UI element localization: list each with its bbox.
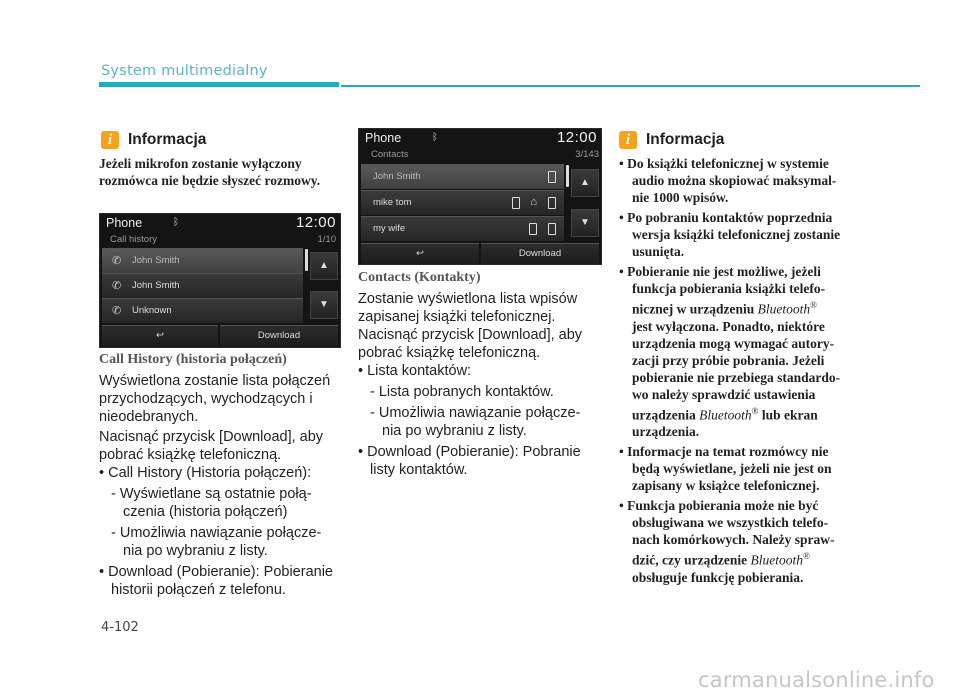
text-line: pobrać książkę telefoniczną.: [358, 345, 541, 361]
info-heading-right: [619, 131, 724, 149]
text-line: Nacisnąć przycisk [Download], aby: [358, 327, 583, 343]
screen-count: 3/143: [575, 149, 599, 160]
list-item-label: mike tom: [373, 197, 412, 208]
list-item-label: John Smith: [373, 171, 421, 182]
list-item[interactable]: [102, 298, 303, 323]
registered-mark: ®: [810, 300, 817, 310]
text-line: pobrać książkę telefoniczną.: [99, 447, 282, 463]
bullet-item: [619, 263, 862, 440]
text-line: - Umożliwia nawiązanie połącze-: [111, 525, 322, 541]
contacts-bullets: [358, 362, 600, 479]
back-icon: ↩: [416, 248, 424, 259]
bullet-item: [99, 563, 339, 599]
list-item-label: John Smith: [132, 280, 180, 291]
info-text-right: [619, 155, 862, 586]
info-icon: i: [619, 131, 637, 149]
text-fragment: dzić, czy urządzenie: [632, 552, 748, 568]
text-line: nie 1000 wpisów.: [632, 190, 729, 205]
text-line: wo należy sprawdzić ustawienia: [632, 386, 816, 402]
bullet-item: • Call History (Historia połączeń):: [99, 465, 312, 481]
text-line: - Wyświetlane są ostatnie połą-: [111, 486, 312, 502]
screen-clock: 12:00: [295, 214, 336, 231]
list-item[interactable]: [102, 273, 303, 298]
list-item[interactable]: [102, 248, 303, 273]
info-text-left: [99, 155, 339, 189]
bluetooth-icon: ᛒ: [173, 217, 179, 228]
text-line: urządzenia mogą wymagać autory-: [632, 335, 835, 351]
back-icon: ↩: [156, 330, 164, 341]
contacts-screen: [358, 128, 602, 265]
text-line: wersja książki telefonicznej zostanie: [632, 227, 841, 242]
info-title: Informacja: [646, 131, 725, 148]
sub-item: [99, 524, 339, 560]
text-line: czenia (historia połączeń): [123, 504, 288, 520]
scrollbar[interactable]: [566, 165, 569, 187]
text-line: zacji przy próbie pobrania. Jeżeli: [632, 352, 825, 368]
arrow-down-icon: ▼: [319, 299, 329, 310]
text-fragment: urządzenia: [632, 407, 696, 422]
text-line: zapisany w książce telefonicznej.: [632, 478, 820, 493]
text-line: Zostanie wyświetlona lista wpisów: [358, 291, 578, 307]
arrow-up-icon: ▲: [580, 177, 590, 188]
text-line: • Do książki telefonicznej w systemie: [619, 156, 829, 171]
header-bar-thick: [99, 82, 339, 87]
section-title: System multimedialny: [101, 63, 268, 79]
text-line: • Download (Pobieranie): Pobranie: [358, 444, 581, 460]
screen-subtitle: Contacts: [371, 149, 409, 160]
scroll-up-button[interactable]: [310, 252, 338, 280]
contacts-para1: [358, 290, 600, 362]
registered-mark: ®: [802, 551, 810, 561]
watermark: carmanualsonline.info: [698, 668, 935, 692]
text-line: rozmówca nie będzie słyszeć rozmowy.: [99, 173, 321, 188]
call-history-heading: Call History (historia połączeń): [99, 352, 287, 367]
scroll-down-button[interactable]: [310, 291, 338, 319]
call-history-para2: [99, 428, 339, 464]
text-line: nia po wybraniu z listy.: [123, 543, 268, 559]
list-item-label: my wife: [373, 223, 406, 234]
sub-item: [99, 485, 339, 521]
text-line: • Po pobraniu kontaktów poprzednia: [619, 210, 833, 225]
screen-top-bar: [100, 214, 340, 233]
bluetooth-icon: ᛒ: [432, 132, 438, 143]
text-line: nieodebranych.: [99, 409, 199, 425]
screen-subtitle: Call history: [110, 234, 157, 245]
home-icon: ⌂: [530, 196, 537, 208]
text-line: funkcja pobierania książki telefo-: [632, 281, 826, 296]
outgoing-call-icon: ✆: [112, 255, 122, 267]
missed-call-icon: ✆: [112, 305, 122, 317]
text-line: urządzenia.: [632, 424, 700, 439]
header-bar-thin: [341, 85, 920, 87]
bluetooth-term: Bluetooth: [699, 407, 752, 422]
text-fragment: lub ekran: [761, 407, 818, 422]
back-button[interactable]: [102, 325, 218, 346]
text-line: przychodzących, wychodzących i: [99, 391, 313, 407]
scrollbar[interactable]: [305, 249, 308, 271]
text-line: audio można skopiować maksymal-: [632, 173, 837, 188]
back-button[interactable]: [361, 243, 479, 264]
screen-top-bar: [359, 129, 601, 148]
list-item-label: John Smith: [132, 255, 180, 266]
info-title: Informacja: [128, 131, 207, 148]
list-item[interactable]: [361, 190, 564, 215]
call-history-para1: [99, 372, 339, 426]
text-line: [619, 548, 862, 569]
text-line: Nacisnąć przycisk [Download], aby: [99, 429, 324, 445]
download-button[interactable]: [481, 243, 599, 264]
bullet-item: [619, 155, 862, 206]
mobile-phone-icon: [548, 171, 556, 186]
text-fragment: nicznej w urządzeniu: [632, 301, 755, 317]
text-line: [619, 403, 862, 424]
text-line: • Download (Pobieranie): Pobieranie: [99, 564, 333, 580]
bullet-item: [619, 497, 862, 586]
page-number: 4-102: [101, 620, 139, 635]
text-line: nach komórkowych. Należy spraw-: [632, 532, 835, 547]
mobile-phone-icon: [529, 223, 537, 238]
list-item[interactable]: [361, 216, 564, 241]
info-icon: i: [101, 131, 119, 149]
text-line: historii połączeń z telefonu.: [111, 582, 286, 598]
scroll-down-button[interactable]: [571, 209, 599, 237]
text-line: - Umożliwia nawiązanie połącze-: [370, 405, 581, 421]
text-line: listy kontaktów.: [370, 462, 468, 478]
text-line: Wyświetlona zostanie lista połączeń: [99, 373, 331, 389]
sub-item: - Lista pobranych kontaktów.: [370, 384, 554, 400]
download-label: Download: [518, 248, 562, 259]
text-line: nia po wybraniu z listy.: [382, 423, 527, 439]
screen-count: 1/10: [317, 234, 336, 245]
bullet-item: [619, 443, 862, 494]
registered-mark: ®: [751, 405, 759, 416]
outgoing-call-icon: ✆: [112, 280, 122, 292]
arrow-up-icon: ▲: [319, 260, 329, 271]
text-line: • Informacje na temat rozmówcy nie: [619, 444, 829, 459]
bluetooth-term: Bluetooth: [757, 301, 811, 317]
download-label: Download: [257, 330, 301, 341]
text-line: obsługiwana we wszystkich telefo-: [632, 515, 829, 530]
text-line: jest wyłączona. Ponadto, niektóre: [632, 318, 825, 334]
mobile-phone-icon: [512, 197, 520, 212]
info-heading-left: [101, 131, 206, 149]
text-line: • Funkcja pobierania może nie być: [619, 498, 819, 513]
text-line: zapisanej książki telefonicznej.: [358, 309, 556, 325]
text-line: • Pobieranie nie jest możliwe, jeżeli: [619, 264, 821, 279]
bluetooth-term: Bluetooth: [750, 552, 803, 568]
download-button[interactable]: [220, 325, 338, 346]
mobile-phone-icon: [548, 223, 556, 238]
bullet-item: • Lista kontaktów:: [358, 363, 472, 379]
text-line: będą wyświetlane, jeżeli nie jest on: [632, 461, 832, 476]
text-line: pobieranie nie przebiega standardo-: [632, 369, 841, 385]
call-history-screen: [99, 213, 341, 348]
text-line: [619, 297, 862, 318]
list-item-label: Unknown: [132, 305, 172, 316]
screen-app-title: Phone: [106, 216, 143, 230]
text-line: Jeżeli mikrofon zostanie wyłączony: [99, 156, 302, 171]
contacts-heading: Contacts (Kontakty): [358, 270, 481, 285]
bullet-item: [358, 443, 600, 479]
sub-item: [358, 404, 600, 440]
text-line: usunięta.: [632, 244, 685, 259]
call-history-bullets: [99, 464, 339, 599]
screen-app-title: Phone: [365, 131, 402, 145]
mobile-phone-icon: [548, 197, 556, 212]
arrow-down-icon: ▼: [580, 217, 590, 228]
scroll-up-button[interactable]: [571, 169, 599, 197]
screen-clock: 12:00: [556, 129, 597, 146]
bullet-item: [619, 209, 862, 260]
list-item[interactable]: [361, 164, 564, 189]
text-line: obsługuje funkcję pobierania.: [632, 569, 804, 585]
